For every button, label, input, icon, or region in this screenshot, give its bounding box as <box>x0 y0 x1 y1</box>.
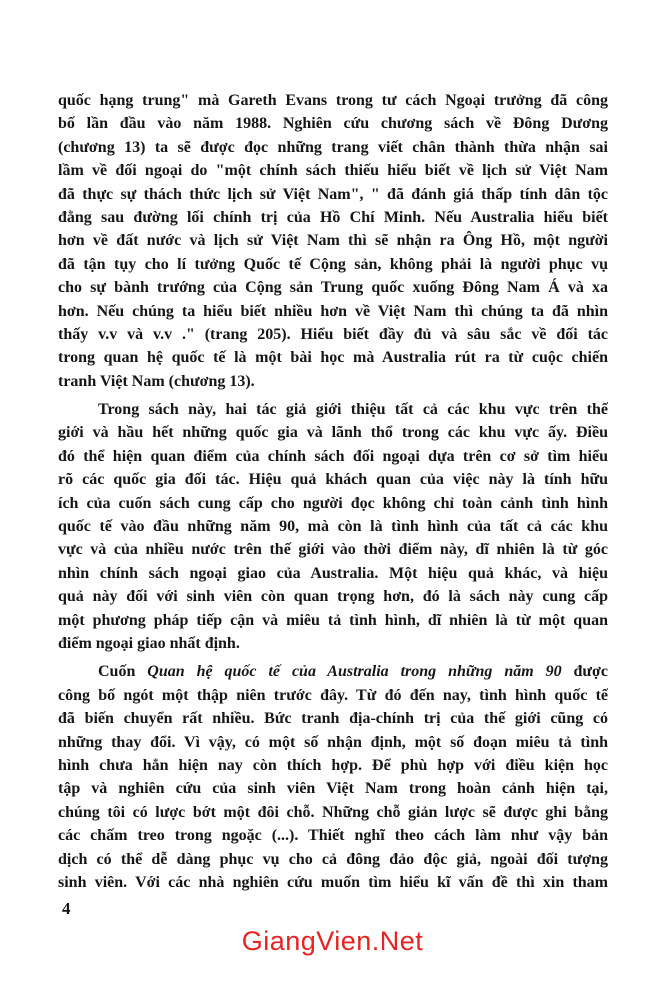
text-segment: (chương 13) ta sẽ được đọc những trang viết chân thành thừa nhận sai <box>58 138 608 156</box>
text-segment: được <box>561 663 608 681</box>
text-line <box>58 632 608 655</box>
text-line <box>58 159 608 182</box>
text-segment: đằng sau đường lối chính trị của Hồ Chí Minh. Nếu Australia hiểu biết <box>58 208 608 226</box>
text-segment: thấy v.v và v.v ." (trang 205). Hiểu biết đầy đủ và sâu sắc về đối tác <box>58 325 608 343</box>
text-segment: hơn về đất nước và lịch sử Việt Nam thì sẽ nhận ra Ông Hồ, một người <box>58 232 608 250</box>
text-line <box>58 660 608 683</box>
text-segment: những thay đổi. Vì vậy, có một số nhận định, một số đoạn miêu tả tình <box>58 733 608 751</box>
text-segment: sinh viên. Với các nhà nghiên cứu muốn tìm hiểu kĩ vấn đề thì xin tham <box>58 873 608 891</box>
text-line <box>58 684 608 707</box>
text-segment: ích của cuốn sách cung cấp cho người đọc không chỉ toàn cảnh tình hình <box>58 494 608 512</box>
text-line <box>58 445 608 468</box>
text-segment: các chấm treo trong ngoặc (...). Thiết nghĩ theo cách làm như vậy bản <box>58 827 608 845</box>
text-line <box>58 801 608 824</box>
text-line <box>58 370 608 393</box>
text-segment: dịch có thể dễ dàng phục vụ cho cả đông đảo độc giả, ngoài đối tượng <box>58 850 608 868</box>
text-segment: trong quan hệ quốc tế là một bài học mà Australia rút ra từ cuộc chiến <box>58 349 608 367</box>
text-line <box>58 398 608 421</box>
text-line <box>58 300 608 323</box>
text-line <box>58 112 608 135</box>
text-line <box>58 707 608 730</box>
text-segment: Cuốn <box>98 663 148 681</box>
text-line <box>58 346 608 369</box>
text-segment: đã thực sự thách thức lịch sử Việt Nam", " đã đánh giá thấp tính dân tộc <box>58 185 608 203</box>
text-line <box>58 468 608 491</box>
watermark: GiangVien.Net <box>241 926 424 956</box>
text-line <box>58 731 608 754</box>
text-segment: rõ các quốc gia đối tác. Hiệu quả khách quan của việc này là tính hữu <box>58 471 608 489</box>
text-segment: hơn. Nếu chúng ta hiểu biết nhiều hơn về Việt Nam thì chúng ta đã nhìn <box>58 302 608 320</box>
text-line <box>58 492 608 515</box>
paragraph <box>58 398 608 655</box>
text-line <box>58 585 608 608</box>
text-segment: Trong sách này, hai tác giả giới thiệu tất cả các khu vực trên thế <box>98 401 608 419</box>
text-segment: chúng tôi có lược bớt một đôi chỗ. Những chỗ giản lược sẽ được ghi bằng <box>58 803 608 821</box>
text-segment: đã biến chuyển rất nhiều. Bức tranh địa-chính trị của thế giới cũng có <box>58 710 608 728</box>
page-number: 4 <box>62 899 71 918</box>
text-line <box>58 323 608 346</box>
text-segment: tập và nghiên cứu của sinh viên Việt Nam trong hoàn cảnh hiện tại, <box>58 780 608 798</box>
text-line <box>58 421 608 444</box>
text-line <box>58 276 608 299</box>
paragraph <box>58 660 608 894</box>
text-line <box>58 206 608 229</box>
book-title-emphasis: Quan hệ quốc tế của Australia trong những năm 90 <box>147 663 562 681</box>
text-line <box>58 824 608 847</box>
text-segment: vực và của nhiều nước trên thế giới vào thời điểm này, dĩ nhiên là từ góc <box>58 541 608 559</box>
text-segment: công bố ngót một thập niên trước đây. Từ đó đến nay, tình hình quốc tế <box>58 686 608 704</box>
text-line <box>58 253 608 276</box>
text-segment: lầm về đối ngoại do "một chính sách thiếu hiểu biết về lịch sử Việt Nam <box>58 162 608 180</box>
text-segment: tranh Việt Nam (chương 13). <box>58 372 255 390</box>
text-line <box>58 777 608 800</box>
text-line <box>58 538 608 561</box>
text-segment: đã tận tụy cho lí tưởng Quốc tế Cộng sản, không phải là người phục vụ <box>58 255 608 273</box>
text-segment: nhìn chính sách ngoại giao của Australia. Một hiệu quả khác, và hiệu <box>58 564 608 582</box>
text-line <box>58 183 608 206</box>
text-segment: bố lần đầu vào năm 1988. Nghiên cứu chương sách về Đông Dương <box>58 115 608 133</box>
text-line <box>58 754 608 777</box>
text-segment: giới và hầu hết những quốc gia và lãnh thổ trong các khu vực ấy. Điều <box>58 424 608 442</box>
text-line <box>58 609 608 632</box>
text-segment: quốc hạng trung" mà Gareth Evans trong tư cách Ngoại trưởng đã công <box>58 92 608 109</box>
text-segment: hình chưa hẳn hiện nay còn thích hợp. Để phù hợp với điều kiện học <box>58 756 608 774</box>
text-line <box>58 515 608 538</box>
text-segment: một phương pháp tiếp cận và miêu tả tình hình, dĩ nhiên là từ một quan <box>58 611 608 629</box>
paragraph <box>58 89 608 393</box>
text-line <box>58 848 608 871</box>
text-line <box>58 229 608 252</box>
text-segment: điểm ngoại giao nhất định. <box>58 634 240 652</box>
text-segment: quả này đối với sinh viên còn quan trọng hơn, đó là sách này cung cấp <box>58 588 608 606</box>
text-segment: cho sự bành trướng của Cộng sản Trung quốc xuống Đông Nam Á và xa <box>58 279 608 297</box>
text-line <box>58 871 608 894</box>
text-line <box>58 89 608 112</box>
text-segment: đó thể hiện quan điểm của chính sách đối ngoại dựa trên cơ sở tìm hiểu <box>58 447 608 465</box>
text-line <box>58 136 608 159</box>
text-segment: quốc tế vào đầu những năm 90, mà còn là tình hình của tất cả các khu <box>58 518 608 536</box>
text-line <box>58 562 608 585</box>
body-text <box>58 89 608 899</box>
